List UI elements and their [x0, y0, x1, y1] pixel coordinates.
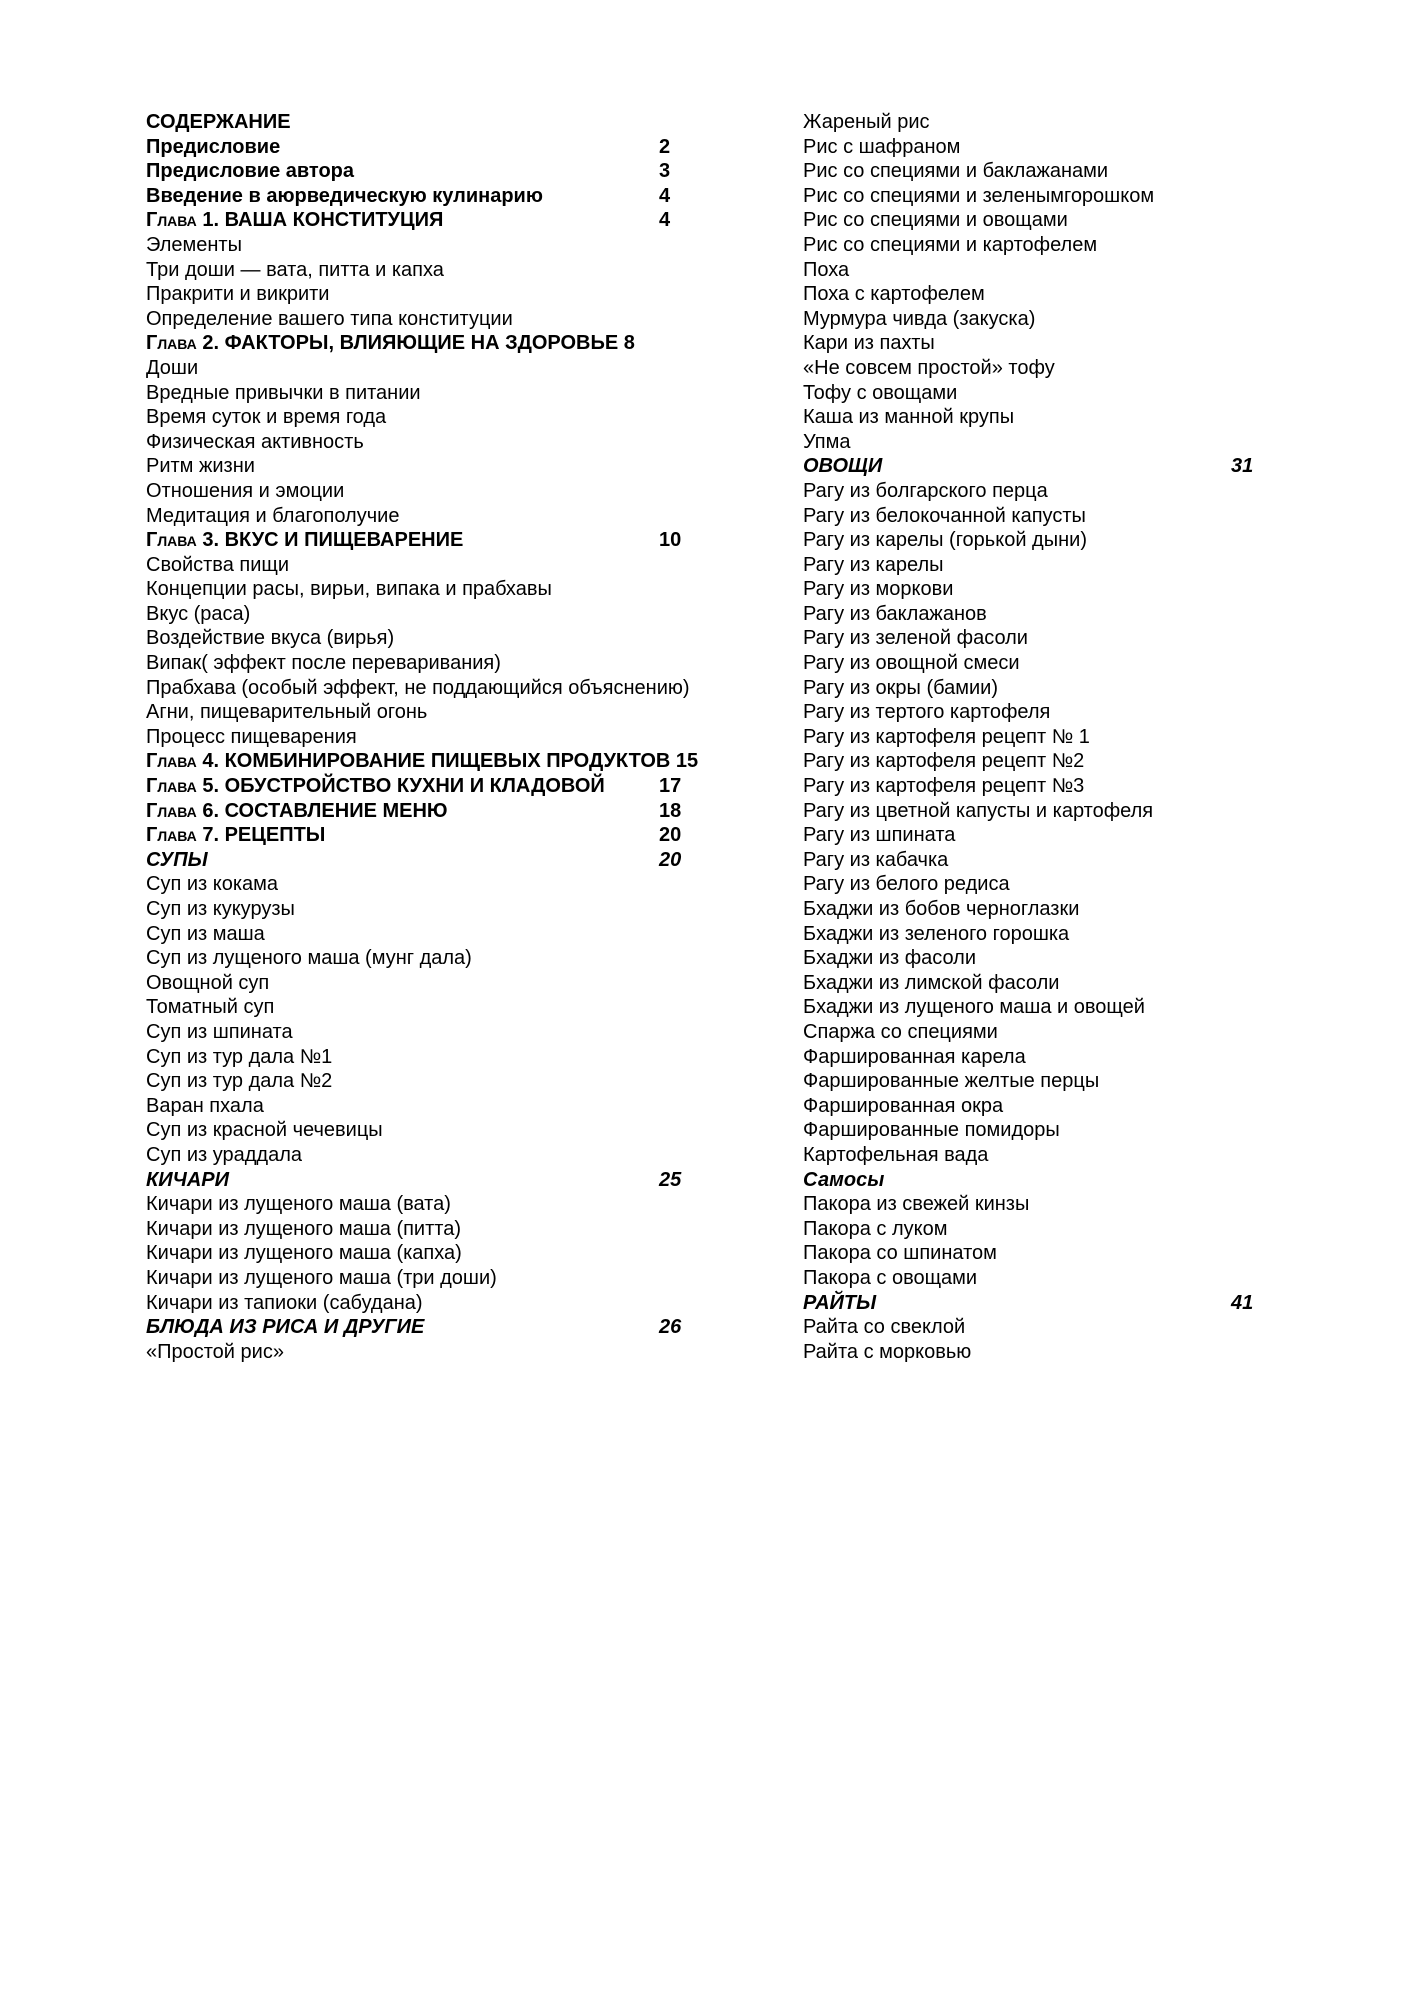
toc-entry	[146, 1168, 746, 1193]
toc-entry	[803, 1045, 1263, 1070]
toc-entry-title: Определение вашего типа конституции	[146, 307, 513, 330]
toc-entry	[146, 1315, 746, 1340]
toc-entry-title: Рагу из белого редиса	[803, 873, 1010, 896]
toc-entry-title: Рис со специями и зеленымгорошком	[803, 184, 1155, 207]
toc-entry	[146, 233, 746, 258]
toc-entry-title: Фаршированные помидоры	[803, 1119, 1060, 1142]
toc-entry	[803, 700, 1263, 725]
toc-entry	[803, 258, 1263, 283]
toc-entry-page: 4	[659, 184, 671, 207]
toc-entry-title: Рис со специями и картофелем	[803, 233, 1098, 256]
toc-entry-title: Агни, пищеварительный огонь	[146, 701, 428, 724]
toc-entry	[803, 233, 1263, 258]
toc-entry	[803, 1340, 1263, 1365]
toc-entry-title: Бхаджи из фасоли	[803, 947, 977, 970]
toc-entry-title: Суп из ураддала	[146, 1143, 303, 1166]
toc-entry	[803, 1118, 1263, 1143]
toc-entry	[803, 1020, 1263, 1045]
toc-entry-title: Бхаджи из лимской фасоли	[803, 971, 1060, 994]
toc-entry-page: 3	[659, 160, 671, 183]
toc-entry-title: РАЙТЫ	[803, 1291, 877, 1314]
toc-entry	[146, 1094, 746, 1119]
toc-entry	[803, 651, 1263, 676]
toc-entry-title: Фаршированная окра	[803, 1094, 1004, 1117]
toc-entry-title: Элементы	[146, 233, 242, 256]
toc-entry	[146, 454, 746, 479]
toc-entry	[146, 135, 746, 160]
toc-entry-title: Поха	[803, 258, 850, 281]
toc-entry-title: Глава 2. ФАКТОРЫ, ВЛИЯЮЩИЕ НА ЗДОРОВЬЕ 8	[146, 332, 635, 355]
toc-entry	[803, 725, 1263, 750]
toc-entry	[803, 1168, 1263, 1193]
toc-entry-title: Мурмура чивда (закуска)	[803, 307, 1036, 330]
toc-entry-title: Процесс пищеварения	[146, 725, 357, 748]
toc-entry	[146, 307, 746, 332]
toc-entry-title: Спаржа со специями	[803, 1020, 998, 1043]
toc-entry-title: Упма	[803, 430, 851, 453]
toc-entry	[803, 602, 1263, 627]
toc-entry-title: Вредные привычки в питании	[146, 381, 421, 404]
toc-entry-title: Ритм жизни	[146, 455, 255, 478]
toc-entry-title: Предисловие автора	[146, 160, 354, 183]
toc-entry-title: Рагу из баклажанов	[803, 602, 987, 625]
toc-entry-title: Кичари из лущеного маша (питта)	[146, 1217, 461, 1240]
toc-entry-title: Рис с шафраном	[803, 135, 961, 158]
toc-entry-title: Пакора из свежей кинзы	[803, 1193, 1030, 1216]
toc-entry-page: 17	[659, 775, 682, 798]
toc-entry-title: КИЧАРИ	[146, 1168, 230, 1191]
toc-entry-title: Райта с морковью	[803, 1340, 972, 1363]
toc-entry-title: Глава 7. РЕЦЕПТЫ	[146, 824, 326, 847]
toc-entry	[146, 405, 746, 430]
toc-entry	[803, 1291, 1263, 1316]
toc-entry-title: Жареный рис	[803, 111, 930, 133]
toc-entry	[146, 184, 746, 209]
toc-entry-title: Рагу из картофеля рецепт № 1	[803, 725, 1090, 748]
toc-entry-title: Рагу из окры (бамии)	[803, 676, 999, 699]
toc-entry-page: 25	[659, 1168, 682, 1191]
toc-entry	[146, 1045, 746, 1070]
toc-entry-page: 2	[659, 135, 671, 158]
toc-entry	[146, 1217, 746, 1242]
toc-entry	[146, 971, 746, 996]
toc-entry-title: Суп из маша	[146, 922, 265, 945]
toc-entry-title: Картофельная вада	[803, 1143, 989, 1166]
toc-entry	[146, 1143, 746, 1168]
toc-entry	[146, 479, 746, 504]
toc-entry	[803, 184, 1263, 209]
toc-entry	[803, 946, 1263, 971]
toc-entry-page: 20	[659, 824, 682, 847]
toc-entry-title: Концепции расы, вирьи, випака и прабхавы	[146, 578, 552, 601]
toc-entry	[803, 922, 1263, 947]
toc-entry	[803, 430, 1263, 455]
toc-entry	[146, 700, 746, 725]
toc-entry-page: 26	[659, 1316, 682, 1339]
toc-entry	[146, 282, 746, 307]
toc-entry-title: Вкус (раса)	[146, 602, 251, 625]
toc-entry-title: Суп из тур дала №2	[146, 1070, 333, 1093]
toc-entry-title: Райта со свеклой	[803, 1316, 966, 1339]
toc-entry-title: Рагу из шпината	[803, 824, 956, 847]
toc-entry-title: ОВОЩИ	[803, 455, 883, 478]
toc-entry-title: Суп из тур дала №1	[146, 1045, 333, 1068]
toc-entry	[803, 971, 1263, 996]
toc-entry	[146, 651, 746, 676]
toc-entry-title: Суп из кукурузы	[146, 898, 295, 920]
toc-entry	[803, 528, 1263, 553]
toc-entry-title: Доши	[146, 356, 199, 379]
toc-entry-title: Воздействие вкуса (вирья)	[146, 627, 395, 650]
toc-entry	[146, 602, 746, 627]
toc-entry-title: «Простой рис»	[146, 1340, 284, 1363]
toc-entry-title: Рагу из зеленой фасоли	[803, 627, 1028, 650]
toc-entry-title: Медитация и благополучие	[146, 504, 400, 527]
toc-entry	[146, 1192, 746, 1217]
toc-entry	[803, 1315, 1263, 1340]
toc-entry	[803, 774, 1263, 799]
toc-entry	[146, 1069, 746, 1094]
toc-entry-title: Бхаджи из зеленого горошка	[803, 922, 1070, 945]
toc-entry-title: Рагу из карелы	[803, 553, 944, 576]
toc-entry-page: 41	[1231, 1291, 1254, 1314]
toc-entry	[803, 897, 1263, 922]
toc-entry	[803, 356, 1263, 381]
toc-entry	[803, 1069, 1263, 1094]
toc-entry-title: Рагу из овощной смеси	[803, 652, 1020, 675]
toc-entry-title: СОДЕРЖАНИЕ	[146, 111, 291, 133]
toc-entry-title: Рагу из тертого картофеля	[803, 701, 1051, 724]
toc-entry	[803, 454, 1263, 479]
toc-entry	[803, 479, 1263, 504]
toc-entry	[146, 159, 746, 184]
toc-entry	[146, 676, 746, 701]
toc-entry-title: Пакора с овощами	[803, 1266, 978, 1289]
toc-entry-page: 20	[659, 848, 682, 871]
toc-entry	[146, 528, 746, 553]
toc-entry	[146, 577, 746, 602]
toc-entry	[146, 725, 746, 750]
toc-entry-title: Каша из манной крупы	[803, 406, 1015, 429]
toc-entry-title: Рагу из болгарского перца	[803, 479, 1048, 502]
toc-entry-page: 18	[659, 799, 682, 822]
toc-entry-title: Варан пхала	[146, 1094, 264, 1117]
toc-entry-title: Рагу из картофеля рецепт №2	[803, 750, 1085, 773]
toc-entry-title: Три доши — вата, питта и капха	[146, 258, 444, 281]
toc-entry-title: Рагу из моркови	[803, 578, 954, 601]
toc-entry	[803, 159, 1263, 184]
toc-entry	[803, 799, 1263, 824]
toc-entry-title: Кари из пахты	[803, 332, 935, 355]
toc-entry-title: Свойства пищи	[146, 553, 290, 576]
toc-entry	[146, 848, 746, 873]
toc-entry	[803, 504, 1263, 529]
toc-entry	[146, 258, 746, 283]
toc-entry-title: Тофу с овощами	[803, 381, 958, 404]
toc-entry-title: Випак( эффект после переваривания)	[146, 652, 501, 675]
toc-entry-title: Рагу из карелы (горькой дыни)	[803, 529, 1087, 552]
toc-entry	[803, 676, 1263, 701]
toc-entry-title: Рагу из цветной капусты и картофеля	[803, 799, 1154, 822]
toc-entry	[146, 1020, 746, 1045]
toc-entry	[803, 848, 1263, 873]
toc-entry-title: Глава 3. ВКУС И ПИЩЕВАРЕНИЕ	[146, 529, 464, 552]
toc-entry-title: Отношения и эмоции	[146, 479, 345, 502]
toc-entry-title: Пракрити и викрити	[146, 283, 330, 306]
toc-entry-title: Глава 1. ВАША КОНСТИТУЦИЯ	[146, 209, 444, 232]
toc-entry	[146, 208, 746, 233]
toc-entry-title: Суп из лущеного маша (мунг дала)	[146, 947, 472, 970]
toc-entry	[803, 1266, 1263, 1291]
toc-entry-title: Физическая активность	[146, 430, 364, 453]
toc-entry	[146, 430, 746, 455]
toc-entry-title: Предисловие	[146, 135, 281, 158]
toc-entry	[146, 922, 746, 947]
toc-entry	[146, 1241, 746, 1266]
toc-entry	[146, 749, 746, 774]
toc-entry	[803, 1094, 1263, 1119]
toc-entry-title: Глава 5. ОБУСТРОЙСТВО КУХНИ И КЛАДОВОЙ	[146, 775, 605, 798]
toc-entry-title: БЛЮДА ИЗ РИСА И ДРУГИЕ	[146, 1316, 425, 1339]
toc-entry-title: Томатный суп	[146, 996, 275, 1019]
toc-entry	[146, 553, 746, 578]
toc-entry	[146, 331, 746, 356]
toc-entry-title: Овощной суп	[146, 971, 270, 994]
toc-entry-title: Фаршированные желтые перцы	[803, 1070, 1100, 1093]
toc-entry	[146, 823, 746, 848]
toc-entry-title: Глава 6. СОСТАВЛЕНИЕ МЕНЮ	[146, 799, 448, 822]
toc-right-column	[803, 110, 1263, 1364]
toc-entry	[146, 1118, 746, 1143]
toc-entry-title: Рагу из картофеля рецепт №3	[803, 775, 1085, 798]
toc-entry	[803, 135, 1263, 160]
toc-entry	[803, 208, 1263, 233]
toc-entry-title: «Не совсем простой» тофу	[803, 356, 1055, 379]
toc-entry	[146, 897, 746, 922]
toc-entry	[146, 381, 746, 406]
toc-entry	[803, 1192, 1263, 1217]
toc-entry-title: Бхаджи из бобов черноглазки	[803, 898, 1080, 920]
toc-entry	[803, 381, 1263, 406]
toc-entry-title: Суп из кокама	[146, 873, 279, 896]
toc-entry	[803, 1143, 1263, 1168]
toc-entry-page: 10	[659, 529, 682, 552]
toc-entry-title: Суп из красной чечевицы	[146, 1119, 383, 1142]
toc-entry	[803, 307, 1263, 332]
toc-entry	[146, 872, 746, 897]
toc-entry	[146, 799, 746, 824]
toc-entry-title: Пакора с луком	[803, 1217, 948, 1240]
toc-entry	[146, 1291, 746, 1316]
toc-entry	[803, 331, 1263, 356]
toc-entry-title: Введение в аюрведическую кулинарию	[146, 184, 543, 207]
toc-entry-title: Пакора со шпинатом	[803, 1242, 997, 1265]
toc-entry	[803, 405, 1263, 430]
toc-left-column	[146, 110, 746, 1364]
toc-entry-title: Бхаджи из лущеного маша и овощей	[803, 996, 1145, 1019]
toc-entry	[803, 626, 1263, 651]
toc-entry	[146, 774, 746, 799]
toc-entry	[146, 946, 746, 971]
toc-entry	[803, 577, 1263, 602]
toc-entry	[803, 553, 1263, 578]
toc-entry	[803, 872, 1263, 897]
toc-entry-title: Поха с картофелем	[803, 283, 985, 306]
toc-entry	[803, 995, 1263, 1020]
toc-entry	[146, 1266, 746, 1291]
toc-entry	[803, 1241, 1263, 1266]
toc-entry-title: Кичари из лущеного маша (три доши)	[146, 1266, 497, 1289]
toc-entry	[146, 356, 746, 381]
toc-entry-title: Кичари из лущеного маша (капха)	[146, 1242, 462, 1265]
toc-entry	[803, 749, 1263, 774]
toc-entry-title: Суп из шпината	[146, 1020, 293, 1043]
toc-entry-title: Рагу из кабачка	[803, 848, 949, 871]
toc-entry-title: СУПЫ	[146, 848, 208, 871]
toc-entry	[146, 1340, 746, 1365]
toc-entry	[146, 110, 746, 135]
toc-entry-title: Кичари из лущеного маша (вата)	[146, 1193, 451, 1216]
toc-entry	[146, 995, 746, 1020]
toc-entry-title: Рис со специями и овощами	[803, 209, 1068, 232]
toc-entry	[146, 626, 746, 651]
toc-entry	[803, 110, 1263, 135]
toc-entry-title: Рагу из белокочанной капусты	[803, 504, 1086, 527]
toc-entry-page: 31	[1231, 455, 1254, 478]
toc-entry-title: Фаршированная карела	[803, 1045, 1026, 1068]
toc-entry-title: Кичари из тапиоки (сабудана)	[146, 1291, 423, 1314]
toc-entry-title: Рис со специями и баклажанами	[803, 160, 1109, 183]
toc-entry	[146, 504, 746, 529]
toc-entry	[803, 1217, 1263, 1242]
toc-entry	[803, 823, 1263, 848]
toc-entry-title: Время суток и время года	[146, 406, 387, 429]
toc-entry-title: Глава 4. КОМБИНИРОВАНИЕ ПИЩЕВЫХ ПРОДУКТОВ 15	[146, 750, 699, 773]
toc-entry-page: 4	[659, 209, 671, 232]
toc-entry-title: Прабхава (особый эффект, не поддающийся объяснению)	[146, 676, 690, 699]
toc-entry	[803, 282, 1263, 307]
toc-entry-title: Самосы	[803, 1168, 885, 1191]
